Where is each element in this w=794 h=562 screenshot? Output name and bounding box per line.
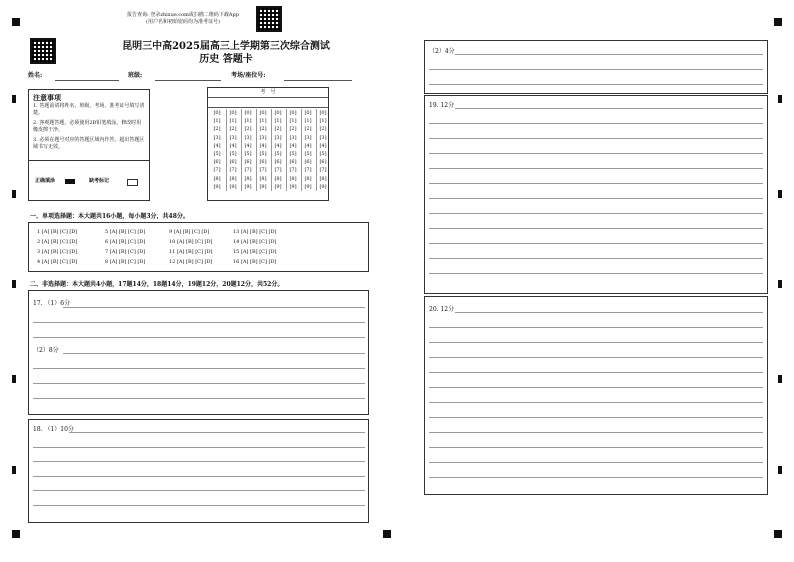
answer-line[interactable]	[33, 383, 365, 384]
mc-question-item[interactable]: 1 [A] [B] [C] [D]	[37, 229, 78, 235]
scan-note-1: 报告查询: 登录zhixue.com或扫描二维码下载App	[127, 12, 239, 18]
answer-line[interactable]	[429, 273, 763, 274]
exam-digit-bubble[interactable]: [1]	[304, 118, 312, 125]
timing-mark-4	[12, 375, 16, 383]
answer-line[interactable]	[33, 476, 365, 477]
q17-answer-box	[28, 290, 369, 415]
answer-line[interactable]	[429, 342, 763, 343]
mc-question-item[interactable]: 6 [A] [B] [C] [D]	[105, 239, 146, 245]
exam-number-column	[316, 109, 329, 191]
mc-question-item[interactable]: 12 [A] [B] [C] [D]	[169, 259, 213, 265]
answer-line[interactable]	[429, 417, 763, 418]
answer-line[interactable]	[69, 432, 365, 433]
exam-digit-bubble[interactable]: [5]	[289, 150, 297, 157]
mc-question-item[interactable]: 11 [A] [B] [C] [D]	[169, 249, 213, 255]
answer-line[interactable]	[429, 69, 763, 70]
q18-2-answer-box	[424, 40, 768, 94]
notice-box	[28, 89, 150, 201]
q18-answer-box	[28, 419, 369, 523]
section2-title: 二、非选择题：本大题共4小题，17题14分，18题14分，19题12分，20题12分，共52分。	[30, 281, 284, 288]
answer-line[interactable]	[63, 307, 365, 308]
exam-number-column	[211, 109, 223, 191]
exam-digit-bubble[interactable]: [2]	[244, 126, 252, 133]
exam-digit-bubble[interactable]: [7]	[289, 167, 297, 174]
name-field[interactable]	[55, 80, 119, 81]
exam-digit-bubble[interactable]: [8]	[244, 175, 252, 182]
exam-digit-bubble[interactable]: [6]	[259, 159, 267, 166]
correct-fill-sample	[65, 179, 75, 184]
answer-line[interactable]	[429, 432, 763, 433]
answer-line[interactable]	[429, 402, 763, 403]
corner-mark-bl	[12, 530, 20, 538]
exam-digit-bubble[interactable]: [0]	[244, 110, 252, 116]
exam-digit-bubble[interactable]: [7]	[244, 167, 252, 174]
exam-digit-bubble[interactable]: [4]	[319, 142, 327, 149]
exam-digit-bubble[interactable]: [1]	[319, 118, 327, 125]
scan-note-2: (用户名和初始密码均为准考证号)	[146, 19, 220, 25]
timing-mark-7	[778, 190, 782, 198]
answer-line[interactable]	[429, 243, 763, 244]
timing-mark-6	[778, 95, 782, 103]
exam-digit-bubble[interactable]: [2]	[259, 126, 267, 133]
corner-mark-tr	[774, 18, 782, 26]
exam-digit-bubble[interactable]: [4]	[229, 142, 237, 149]
exam-digit-bubble[interactable]: [1]	[274, 118, 282, 125]
answer-line[interactable]	[429, 357, 763, 358]
answer-line[interactable]	[429, 447, 763, 448]
exam-digit-bubble[interactable]: [8]	[213, 175, 221, 182]
exam-digit-bubble[interactable]: [8]	[319, 175, 327, 182]
exam-digit-bubble[interactable]: [6]	[213, 159, 221, 166]
q20-answer-box	[424, 296, 768, 495]
answer-line[interactable]	[33, 337, 365, 338]
exam-digit-bubble[interactable]: [3]	[244, 134, 252, 141]
corner-mark-tl	[12, 18, 20, 26]
exam-number-grid	[207, 87, 329, 201]
exam-digit-bubble[interactable]: [8]	[289, 175, 297, 182]
answer-line[interactable]	[63, 353, 365, 354]
exam-digit-bubble[interactable]: [6]	[304, 159, 312, 166]
seat-label: 考场/座位号:	[231, 72, 266, 79]
exam-digit-bubble[interactable]: [9]	[304, 183, 312, 190]
answer-line[interactable]	[33, 490, 365, 491]
class-field[interactable]	[155, 80, 221, 81]
exam-number-column	[226, 109, 239, 191]
exam-number-column	[301, 109, 314, 191]
q19-label: 19. 12分	[429, 102, 455, 109]
exam-digit-bubble[interactable]: [0]	[213, 110, 221, 116]
exam-digit-bubble[interactable]: [6]	[274, 159, 282, 166]
timing-mark-2	[12, 190, 16, 198]
mc-question-item[interactable]: 14 [A] [B] [C] [D]	[233, 239, 277, 245]
exam-digit-bubble[interactable]: [4]	[274, 142, 282, 149]
exam-digit-bubble[interactable]: [2]	[274, 126, 282, 133]
exam-digit-bubble[interactable]: [2]	[304, 126, 312, 133]
exam-digit-bubble[interactable]: [9]	[213, 183, 221, 190]
q19-answer-box	[424, 95, 768, 294]
exam-digit-bubble[interactable]: [5]	[244, 150, 252, 157]
exam-digit-bubble[interactable]: [6]	[229, 159, 237, 166]
exam-digit-bubble[interactable]: [0]	[304, 110, 312, 116]
page-title: 昆明三中高2025届高三上学期第三次综合测试	[122, 41, 330, 52]
q17-1-label: 17. （1）6分	[33, 300, 71, 307]
section1-title: 一、单项选择题：本大题共16小题，每小题3分，共48分。	[30, 213, 189, 220]
exam-digit-bubble[interactable]: [2]	[289, 126, 297, 133]
exam-digit-bubble[interactable]: [5]	[213, 150, 221, 157]
q20-label: 20. 12分	[429, 306, 455, 313]
absent-mark-box[interactable]	[127, 179, 138, 186]
exam-digit-bubble[interactable]: [5]	[259, 150, 267, 157]
exam-digit-bubble[interactable]: [3]	[229, 134, 237, 141]
notice-title: 注意事项	[33, 93, 61, 102]
exam-digit-bubble[interactable]: [5]	[274, 150, 282, 157]
answer-line[interactable]	[33, 505, 365, 506]
exam-digit-bubble[interactable]: [0]	[319, 110, 327, 116]
answer-line[interactable]	[33, 398, 365, 399]
exam-digit-bubble[interactable]: [2]	[319, 126, 327, 133]
exam-digit-bubble[interactable]: [3]	[259, 134, 267, 141]
mc-question-item[interactable]: 5 [A] [B] [C] [D]	[105, 229, 146, 235]
exam-digit-bubble[interactable]: [5]	[319, 150, 327, 157]
mc-question-item[interactable]: 3 [A] [B] [C] [D]	[37, 249, 78, 255]
exam-number-column	[241, 109, 254, 191]
exam-digit-bubble[interactable]: [6]	[289, 159, 297, 166]
notice-item-2: 2. 客观题答题，必须使用2B铅笔填涂，修改时用橡皮擦干净。	[33, 120, 142, 133]
answer-line[interactable]	[429, 123, 763, 124]
exam-digit-bubble[interactable]: [4]	[259, 142, 267, 149]
timing-mark-8	[778, 280, 782, 288]
notice-divider	[29, 160, 149, 161]
answer-line[interactable]	[429, 84, 763, 85]
exam-digit-bubble[interactable]: [0]	[259, 110, 267, 116]
answer-line[interactable]	[33, 447, 365, 448]
absent-mark-label: 缺考标记	[89, 178, 110, 184]
timing-mark-9	[778, 375, 782, 383]
answer-line[interactable]	[429, 477, 763, 478]
q18-2-label: （2）4分	[429, 48, 455, 55]
exam-digit-bubble[interactable]: [2]	[229, 126, 237, 133]
mc-question-item[interactable]: 16 [A] [B] [C] [D]	[233, 259, 277, 265]
name-label: 姓名:	[28, 72, 43, 79]
exam-digit-bubble[interactable]: [1]	[289, 118, 297, 125]
exam-digit-bubble[interactable]: [7]	[319, 167, 327, 174]
exam-digit-bubble[interactable]: [0]	[289, 110, 297, 116]
exam-digit-bubble[interactable]: [0]	[274, 110, 282, 116]
timing-mark-1	[12, 95, 16, 103]
exam-digit-bubble[interactable]: [3]	[274, 134, 282, 141]
answer-line[interactable]	[429, 387, 763, 388]
app-qr-code-icon	[256, 6, 282, 32]
mc-question-item[interactable]: 15 [A] [B] [C] [D]	[233, 249, 277, 255]
seat-field[interactable]	[284, 80, 352, 81]
answer-line[interactable]	[429, 168, 763, 169]
exam-digit-bubble[interactable]: [3]	[213, 134, 221, 141]
exam-digit-bubble[interactable]: [8]	[304, 175, 312, 182]
exam-digit-bubble[interactable]: [3]	[319, 134, 327, 141]
exam-digit-bubble[interactable]: [7]	[213, 167, 221, 174]
exam-digit-bubble[interactable]: [1]	[213, 118, 221, 125]
exam-digit-bubble[interactable]: [7]	[229, 167, 237, 174]
exam-digit-bubble[interactable]: [4]	[304, 142, 312, 149]
exam-digit-bubble[interactable]: [7]	[304, 167, 312, 174]
answer-line[interactable]	[429, 462, 763, 463]
class-label: 班级:	[128, 72, 143, 79]
answer-line[interactable]	[429, 228, 763, 229]
exam-digit-bubble[interactable]: [9]	[244, 183, 252, 190]
exam-digit-bubble[interactable]: [3]	[304, 134, 312, 141]
mc-question-item[interactable]: 7 [A] [B] [C] [D]	[105, 249, 146, 255]
timing-mark-3	[12, 280, 16, 288]
answer-line[interactable]	[429, 198, 763, 199]
corner-mark-bm	[383, 530, 391, 538]
exam-digit-bubble[interactable]: [9]	[319, 183, 327, 190]
exam-number-column	[256, 109, 269, 191]
exam-digit-bubble[interactable]: [1]	[229, 118, 237, 125]
exam-digit-bubble[interactable]: [4]	[213, 142, 221, 149]
exam-digit-bubble[interactable]: [9]	[229, 183, 237, 190]
exam-digit-bubble[interactable]: [2]	[213, 126, 221, 133]
exam-digit-bubble[interactable]: [5]	[229, 150, 237, 157]
exam-number-column	[286, 109, 299, 191]
exam-digit-bubble[interactable]: [5]	[304, 150, 312, 157]
mc-question-item[interactable]: 13 [A] [B] [C] [D]	[233, 229, 277, 235]
sheet-qr-code-icon	[30, 38, 56, 64]
exam-number-label: 考 号	[260, 89, 276, 95]
answer-line[interactable]	[455, 54, 763, 55]
notice-item-1: 1. 答题前请将姓名、班级、考场、准考证号填写清楚。	[33, 103, 145, 116]
exam-digit-bubble[interactable]: [4]	[244, 142, 252, 149]
exam-digit-bubble[interactable]: [8]	[259, 175, 267, 182]
answer-line[interactable]	[33, 368, 365, 369]
page-subtitle: 历史 答题卡	[199, 54, 253, 65]
exam-digit-bubble[interactable]: [9]	[259, 183, 267, 190]
mc-question-item[interactable]: 4 [A] [B] [C] [D]	[37, 259, 78, 265]
exam-digit-bubble[interactable]: [1]	[244, 118, 252, 125]
answer-line[interactable]	[455, 312, 763, 313]
exam-digit-bubble[interactable]: [1]	[259, 118, 267, 125]
exam-digit-bubble[interactable]: [7]	[259, 167, 267, 174]
answer-line[interactable]	[33, 461, 365, 462]
mc-answer-box	[28, 222, 369, 272]
exam-digit-bubble[interactable]: [8]	[274, 175, 282, 182]
answer-line[interactable]	[429, 213, 763, 214]
mc-question-item[interactable]: 2 [A] [B] [C] [D]	[37, 239, 78, 245]
answer-line[interactable]	[429, 183, 763, 184]
exam-digit-bubble[interactable]: [9]	[274, 183, 282, 190]
notice-item-3: 3. 必须在题号对应的答题区域内作答，超出答题区域书写无效。	[33, 137, 145, 150]
answer-line[interactable]	[429, 138, 763, 139]
mc-question-item[interactable]: 10 [A] [B] [C] [D]	[169, 239, 213, 245]
timing-mark-10	[778, 466, 782, 474]
answer-line[interactable]	[429, 327, 763, 328]
q18-1-label: 18. （1）10分	[33, 426, 74, 433]
timing-mark-5	[12, 466, 16, 474]
exam-grid-rule-1	[208, 97, 328, 98]
exam-grid-rule-2	[208, 107, 328, 108]
mc-question-item[interactable]: 9 [A] [B] [C] [D]	[169, 229, 210, 235]
answer-line[interactable]	[33, 322, 365, 323]
exam-number-column	[271, 109, 284, 191]
answer-line[interactable]	[429, 153, 763, 154]
exam-digit-bubble[interactable]: [6]	[244, 159, 252, 166]
exam-digit-bubble[interactable]: [7]	[274, 167, 282, 174]
exam-digit-bubble[interactable]: [0]	[229, 110, 237, 116]
exam-digit-bubble[interactable]: [9]	[289, 183, 297, 190]
exam-digit-bubble[interactable]: [3]	[289, 134, 297, 141]
exam-digit-bubble[interactable]: [6]	[319, 159, 327, 166]
answer-line[interactable]	[455, 108, 763, 109]
mc-question-item[interactable]: 8 [A] [B] [C] [D]	[105, 259, 146, 265]
exam-digit-bubble[interactable]: [8]	[229, 175, 237, 182]
exam-digit-bubble[interactable]: [4]	[289, 142, 297, 149]
correct-fill-label: 正确填涂	[35, 178, 56, 184]
answer-line[interactable]	[429, 372, 763, 373]
q17-2-label: （2）8分	[33, 347, 59, 354]
answer-line[interactable]	[429, 258, 763, 259]
corner-mark-br	[774, 530, 782, 538]
